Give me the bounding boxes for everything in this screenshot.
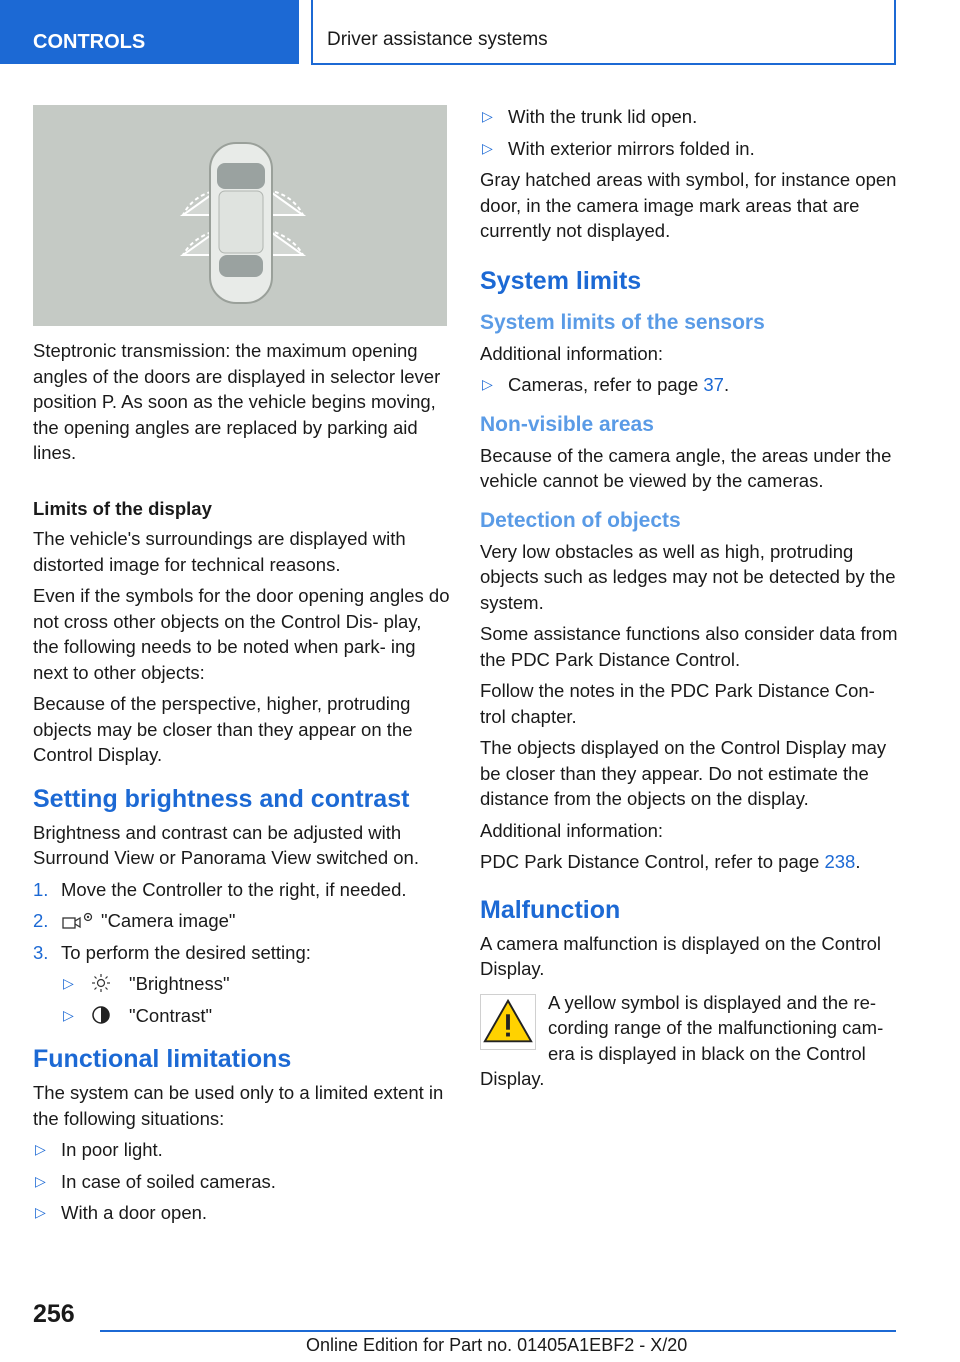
warning-block: [480, 990, 900, 1092]
warning-triangle-icon: [480, 994, 536, 1050]
page-number: 256: [33, 1300, 75, 1328]
header-box: [311, 0, 896, 65]
functional-heading: Functional limitations: [33, 1045, 292, 1073]
car-top-view-illustration: [33, 105, 447, 326]
list-item-text: Cameras, refer to page: [508, 374, 704, 395]
step-item: [33, 940, 451, 1029]
paragraph: The objects displayed on the Control Display may be closer than they appear. Do not estimate the distance from the objects on the display.: [480, 737, 887, 809]
nonvisible-heading: Non-visible areas: [480, 412, 654, 436]
bullet-triangle-icon: ▷: [482, 108, 493, 124]
substep-item: [61, 971, 451, 997]
list-item: [33, 1137, 451, 1163]
section-tab: [0, 0, 299, 64]
paragraph: Additional information:: [480, 342, 664, 364]
bullet-triangle-icon: ▷: [482, 139, 493, 156]
list-item-text: With the trunk lid open.: [508, 106, 698, 127]
substeps-list: [61, 971, 451, 1028]
system-limits-heading: System limits: [480, 266, 642, 295]
paragraph: Very low obstacles as well as high, protruding objects such as ledges may not be detected by the system.: [480, 540, 896, 613]
paragraph: Because of the camera angle, the areas under the vehicle cannot be viewed by the cameras.: [480, 444, 892, 491]
bullet-triangle-icon: ▷: [482, 376, 493, 392]
camera-settings-icon: [61, 910, 95, 930]
step-number: 3.: [33, 941, 49, 963]
step-item: [33, 877, 451, 903]
step-text: To perform the desired setting:: [61, 941, 311, 963]
page-link-37[interactable]: 37: [703, 374, 724, 395]
brightness-heading: Setting brightness and contrast: [33, 784, 410, 813]
edition-footer: Online Edition for Part no. 01405A1EBF2 - X/20: [306, 1335, 688, 1355]
paragraph: The system can be used only to a limited extent in the following situations:: [33, 1082, 444, 1129]
step-number: 2.: [33, 910, 49, 931]
paragraph: Follow the notes in the PDC Park Distance Con‑ trol chapter.: [480, 680, 875, 727]
step-text: "Camera image": [101, 910, 236, 931]
list-item-text: With a door open.: [61, 1202, 208, 1223]
paragraph: Steptronic transmission: the maximum opening angles of the doors are displayed in selector lever position P. As soon as the vehicle begins moving, the opening angles are replaced by parking aid lines.: [33, 340, 441, 463]
step-item: [33, 908, 451, 934]
bullet-triangle-icon: ▷: [63, 975, 74, 991]
list-item: [480, 104, 900, 130]
functional-list: [33, 1137, 451, 1226]
functional-list-continued: [480, 104, 900, 161]
brightness-icon: [89, 973, 123, 993]
bullet-triangle-icon: ▷: [35, 1141, 46, 1157]
bullet-triangle-icon: ▷: [63, 1006, 74, 1023]
right-column: [480, 104, 900, 1098]
page-link-238[interactable]: 238: [824, 851, 856, 872]
left-column: [33, 105, 451, 1232]
car-door-angle-figure: [33, 105, 447, 326]
steps-list: [33, 877, 451, 1029]
list-item: [33, 1200, 451, 1226]
paragraph: Additional information:: [480, 819, 664, 841]
detection-heading: Detection of objects: [480, 508, 681, 532]
paragraph: Some assistance functions also consider data from the PDC Park Distance Control.: [480, 623, 898, 670]
malfunction-heading: Malfunction: [480, 895, 621, 924]
step-text: Move the Controller to the right, if needed.: [61, 878, 407, 900]
substep-text: "Contrast": [129, 1004, 213, 1026]
section-label: CONTROLS: [33, 31, 146, 53]
list-item-text: In poor light.: [61, 1139, 163, 1160]
limits-heading: Limits of the display: [33, 497, 212, 519]
list-item: [480, 136, 900, 162]
sensors-heading: System limits of the sensors: [480, 310, 765, 334]
paragraph: Brightness and contrast can be adjusted with Surround View or Panorama View switched on.: [33, 821, 419, 868]
paragraph: Even if the symbols for the door opening angles do not cross other objects on the Control Dis‑ play, the following needs to be noted when park‑ ing next to other objects:: [33, 585, 450, 683]
pdc-ref-text: PDC Park Distance Control, refer to page: [480, 851, 825, 872]
list-item-text: With exterior mirrors folded in.: [508, 137, 755, 159]
paragraph: A camera malfunction is displayed on the Control Display.: [480, 932, 882, 979]
bullet-triangle-icon: ▷: [35, 1172, 46, 1189]
substep-item: [61, 1003, 451, 1029]
list-item: ▷ Cameras, refer to page 37.: [480, 372, 900, 398]
footer-divider: [100, 1330, 896, 1332]
paragraph: PDC Park Distance Control, refer to page 238.: [480, 851, 861, 872]
paragraph: The vehicle's surroundings are displayed with distorted image for technical reasons.: [33, 528, 406, 575]
list-item-text: In case of soiled cameras.: [61, 1170, 276, 1192]
warning-text: A yellow symbol is displayed and the re‑ cording range of the malfunctioning cam‑ era is displayed in black on the Control Display.: [480, 991, 884, 1089]
list-item: [33, 1169, 451, 1195]
paragraph: Gray hatched areas with symbol, for instance open door, in the camera image mark areas that are currently not displayed.: [480, 169, 897, 241]
paragraph: Because of the perspective, higher, protruding objects may be closer than they appear on the Control Display.: [33, 693, 413, 765]
chapter-title: Driver assistance systems: [327, 29, 548, 50]
step-number: 1.: [33, 878, 49, 900]
bullet-triangle-icon: ▷: [35, 1204, 46, 1220]
substep-text: "Brightness": [129, 973, 230, 994]
sensors-list: [480, 372, 900, 398]
contrast-icon: [89, 1005, 123, 1025]
